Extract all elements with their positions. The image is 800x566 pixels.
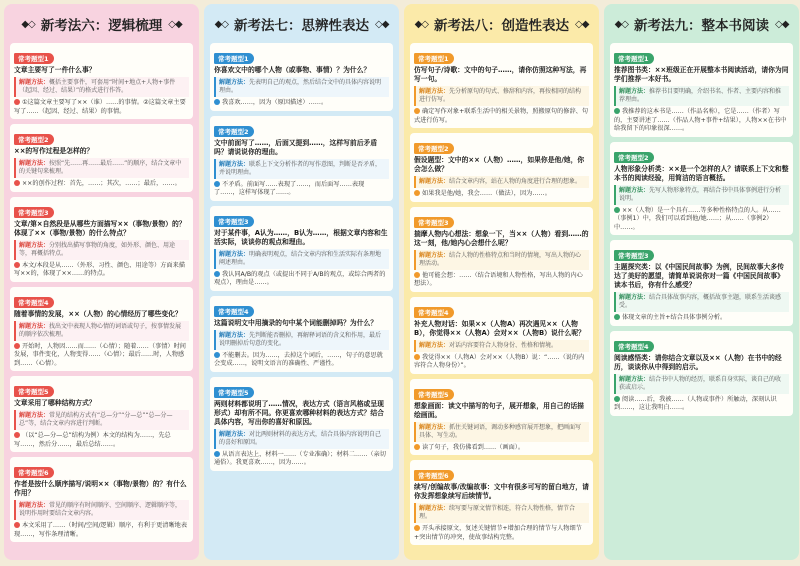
section: 常考题型4 随着事情的发展，××（人物）的心情经历了哪些变化？ 解题方法：找出文中表现人物心情的词语或句子，按事情发展的顺序依次梳理。 开始时，人物因……而……（心情）；随着……（事情）时间发展，事件变化，人物变得……（心情）；最后……时，人物感到……（心情）。 [10, 287, 193, 372]
column-6 [4, 4, 199, 560]
section: 常考题型6 续写/创编故事/改编故事：文中有很多可写的留白地方，请你发挥想象续写后续情节。 解题方法：续写要与原文情节相连，符合人物性格，情节合理。 开头承接原文，复述关键情节+增加合理的情节与人物细节+突出情节的冲突，使故事结构完整。 [410, 460, 593, 545]
section: 常考题型3 揣摩人物内心想法：想象一下，当××（人物）看到……的这一刻，他/她内心会想什么呢？ 解题方法：结合人物的性格特点和当时的情境，写出人物的心理活动。 他可能会想：……（结合语境和人物性格，写出人物的内心想法）。 [410, 207, 593, 292]
section: 常考题型4 阅读感悟类：请你结合文章以及××（人物）在书中的经历，谈谈你从中得到的启示。 解题方法：结合书中人物的经历，联系自身实际，谈自己的收获或启示。 阅读……后，我被……（人物或事件）所触动，深刻认识到……，这让我明白……。 [610, 331, 793, 416]
section: 常考题型3 文章/第×自然段是从哪些方面描写××（事物/景物）的？体现了××（事物/景物）的什么特点？ 解题方法：分别找出描写事物的角度，如外形、颜色、用途等，再概括特点。 本文/本段是从……（外形、习性、颜色、用途等）方面来描写××的，体现了××……的特点。 [10, 197, 193, 282]
column-title: ◆◇ 新考法六：逻辑梳理 ◇◆ [21, 18, 182, 34]
section: 常考题型1 推荐图书类：××班级正在开展整本书阅读活动，请你为同学们推荐一本好书。 解题方法：推荐书目要明确，介绍书名、作者、主要内容和推荐理由。 我推荐的这本书是……（作品名称），它是……（作者）写的，主要讲述了……（作品人物+事件+结果），人物××在书中给我留下的印象很深……。 [610, 43, 793, 137]
column-8 [404, 4, 599, 560]
column-9 [604, 4, 799, 560]
section: 常考题型4 这篇说明文中用摘录的句中某个词能删掉吗？为什么？ 解题方法：先判断能否删掉，再解释词语的含义和作用，最后说明删掉后句意的变化。 不能删去。因为……，去掉这个词后，……，句子的意思就会变成……，说明文语言的准确性、严谨性。 [210, 296, 393, 372]
section: 常考题型5 两则材料都说明了……情况，表达方式（语言风格或呈现形式）却有所不同。你更喜欢哪种材料的表达方式？结合具体内容，写出你的喜好和原因。 解题方法：对比两则材料的表达方式，结合具体内容说明自己的喜好和原因。 从语言表达上，材料一……（专业准确）；材料二……（亲切通俗）。我更喜欢……，因为……。 [210, 377, 393, 471]
section: 常考题型1 文章主要写了一件什么事？ 解题方法：概括主要事件，可套用“时间+地点+人物+事件（起因、经过、结果）”的格式进行作答。 ①这篇文章主要写了××（谁）……的事情。②这篇文章主要写了……（起因、经过、结果）的事情。 [10, 43, 193, 119]
column-7 [204, 4, 399, 560]
section: 常考题型6 作者是按什么顺序描写/说明××（事物/景物）的？有什么作用？ 解题方法：常见的顺序有时间顺序、空间顺序、逻辑顺序等，说明作用时要结合文章内容。 本文采用了……（时间/空间/逻辑）顺序，有利于更清晰地表现……，写作条理清晰。 [10, 457, 193, 542]
column-title: ◆◇ 新考法九：整本书阅读 ◇◆ [614, 18, 789, 34]
section: 常考题型2 人物形象分析类：××是一个怎样的人？请联系上下文和整本书的阅读经验，用简洁的语言概括。 解题方法：先写人物形象特点，再结合书中具体事例进行分析说明。 ××（人物）是一个具有……等多种性格特点的人。从……（事例1）中，我们可以看到他/她……；从……（事例2）中……。 [610, 142, 793, 236]
section: 常考题型3 对于某件事，A认为……，B认为……，根据文章内容和生活实际，谈谈你的观点和理由。 解题方法：明确表明观点，结合文章内容和生活实际有条理地阐述理由。 我认同A/B的观点（或提出不同于A/B的观点，或综合两者的观点），理由是……。 [210, 206, 393, 291]
section: 常考题型5 文章采用了哪种结构方式？ 解题方法：常见的结构方式有“总—分”“分—总”“总—分—总”等，结合文章内容进行判断。 （以“总—分—总”结构为例）本文的结构为……，先总写……，然后分……，最后总结……。 [10, 376, 193, 452]
column-title: ◆◇ 新考法七：思辨性表达 ◇◆ [214, 18, 389, 34]
section: 常考题型5 想象画面：读文中描写的句子，展开想象，用自己的话描绘画面。 解题方法：抓住关键词语，调动多种感官展开想象，把画面写具体、写生动。 读了句子，我仿佛看到……（画面）。 [410, 379, 593, 456]
column-title: ◆◇ 新考法八：创造性表达 ◇◆ [414, 18, 589, 34]
section: 常考题型1 仿写句子/诗歌：文中的句子……，请你仿照这种写法，再写一句。 解题方法：先分析原句的句式、修辞和内容，再按相同的结构进行仿写。 确定写作对象+联系生活中的相关景物，照搬原句的修辞、句式进行仿写。 [410, 43, 593, 128]
section: 常考题型2 ××的写作过程是怎样的？ 解题方法：按照“先……再……最后……”的顺序，结合文章中的关键句来梳理。 ××的创作过程：首先，……；其次，……；最后，……。 [10, 124, 193, 192]
section: 常考题型2 假设题型：文中的××（人物）……，如果你是他/她，你会怎么做？ 解题方法：结合文章内容，站在人物的角度进行合理的想象。 如果我是他/她，我会……（做法），因为……。 [410, 133, 593, 202]
section: 常考题型4 补充人物对话：如果××（人物A）再次遇见××（人物B），你觉得××（人物A）会对××（人物B）说什么呢？ 解题方法：对话内容要符合人物身份、性格和情境。 我觉得××（人物A）会对××（人物B）说：“……（说的内容符合人物身份）”。 [410, 297, 593, 374]
section: 常考题型3 主题探究类：以《中国民间故事》为例，民间故事大多传达了美好的愿望，请简单说说你对一篇《中国民间故事》读本书后，你有什么感受？ 解题方法：结合具体故事内容，概括故事主题，联系生活谈感受。 体现文章的主旨+结合具体事例分析。 [610, 240, 793, 326]
section: 常考题型2 文中前面写了……，后面又提到……，这样写前后矛盾吗？请说说你的理由。 解题方法：联系上下文分析作者的写作意图，判断是否矛盾，并说明理由。 不矛盾。前面写……表现了……，而后面写……表现了……，这样写体现了……。 [210, 116, 393, 201]
section: 常考题型1 你喜欢文中的哪个人物（或事物、事情）？为什么？ 解题方法：先表明自己的观点，然后结合文中的具体内容说明理由。 我喜欢……，因为（原因描述）……。 [210, 43, 393, 111]
